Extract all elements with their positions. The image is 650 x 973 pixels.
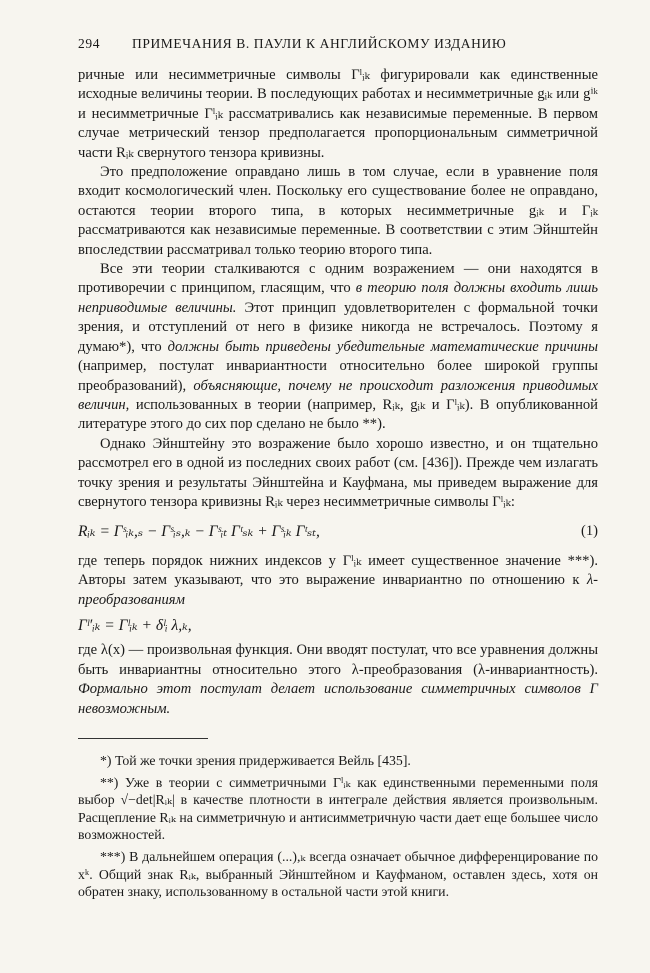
footnote-2: **) Уже в теории с симметричными Γˡᵢₖ как единственными переменными поля выбор √−det|Rᵢₖ| в качестве плотности в интеграле действия является произвольным. Расщепление Rᵢₖ на симметричную и антисимметричную части дает еще большее число возможностей. xyxy=(78,774,598,843)
running-title: ПРИМЕЧАНИЯ В. ПАУЛИ К АНГЛИЙСКОМУ ИЗДАНИЮ xyxy=(131,36,507,51)
emphasis-irreducible: в теорию поля должны входить лишь неприводимые величины. xyxy=(78,280,598,316)
paragraph-4: Однако Эйнштейну это возражение было хорошо известно, и он тщательно рассмотрел его в одной из последних своих работ (см. [436]). Прежде чем излагать точку зрения и результаты Эйнштейна и Кауфмана, мы приведем выражение для свернутого тензора кривизны Rᵢₖ через несимметричные символы Γˡᵢₖ: xyxy=(78,435,598,510)
equation-1-number: (1) xyxy=(580,523,598,540)
paragraph-6-text: где λ(x) — произвольная функция. Они вводят постулат, что все уравнения должны быть инвариантны относительно этого λ-преобразования (λ-инвариантность). xyxy=(78,642,598,678)
paragraph-3 xyxy=(78,260,598,435)
paragraph-6 xyxy=(78,641,598,719)
emphasis-postulate: Формально этот постулат делает использование симметричных символов Γ невозможным. xyxy=(78,681,598,717)
paragraph-3-part-a: Все эти теории сталкиваются с одним возражением — они находятся в противоречии с принципом, гласящим, что xyxy=(78,261,598,297)
equation-1 xyxy=(78,522,598,541)
footnote-3: ***) В дальнейшем операция (...),ₖ всегда означает обычное дифференцирование по xᵏ. Общий знак Rᵢₖ, выбранный Эйнштейном и Кауфманом, оставлен здесь, хотя он обратен знаку, использованному в остальной части этой книги. xyxy=(78,848,598,900)
emphasis-lambda-transform: λ-преобразованиям xyxy=(78,572,598,608)
paragraph-3-part-b: Этот принцип удовлетворителен с формальной точки зрения, и отступлений от него в физике никогда не встречалось. Поэтому я думаю*), что xyxy=(78,299,598,355)
paragraph-3-part-c: (например, постулат инвариантности относительно более широкой группы преобразований), xyxy=(78,358,598,394)
equation-2: Γˡ′ᵢₖ = Γˡᵢₖ + δˡᵢ λ,ₖ, xyxy=(78,616,192,634)
footnote-1: *) Той же точки зрения придерживается Вейль [435]. xyxy=(100,753,411,768)
equation-1-body: Rᵢₖ = Γˢᵢₖ,ₛ − Γˢᵢₛ,ₖ − Γˢᵢₜ Γᵗₛₖ + Γˢᵢₖ Γᵗₛₜ, xyxy=(78,523,320,541)
emphasis-reasons: должны быть приведены убедительные математические причины xyxy=(167,338,598,355)
emphasis-explaining: объясняющие, почему не происходит разложения приводимых величин, xyxy=(78,377,598,413)
running-header xyxy=(78,36,598,52)
main-text xyxy=(78,66,598,719)
paragraph-2: Это предположение оправдано лишь в том случае, если в уравнение поля входит космологический член. Поскольку его существование более не оправдано, остаются теории второго типа, в которых несимметричные gᵢₖ и Γᵢₖ рассматриваются как независимые переменные. В соответствии с этим Эйнштейн впоследствии рассматривал только теорию второго типа. xyxy=(78,164,598,258)
paragraph-5 xyxy=(78,552,598,610)
page-number: 294 xyxy=(78,36,101,51)
footnote-separator xyxy=(78,738,208,739)
footnotes xyxy=(78,752,598,905)
paragraph-3-part-d: использованных в теории (например, Rᵢₖ, gᵢₖ и Γˡᵢₖ). В опубликованной литературе этого до сих пор сделано не было **). xyxy=(78,396,598,433)
paragraph-1: ричные или несимметричные символы Γˡᵢₖ фигурировали как единственные исходные величины теории. В последующих работах и несимметричные gᵢₖ или gⁱᵏ и несимметричные Γˡᵢₖ рассматривались как независимые переменные. В первом случае метрический тензор предполагается пропорциональным симметричной части Rᵢₖ свернутого тензора кривизны. xyxy=(78,67,598,161)
paragraph-5-text: где теперь порядок нижних индексов у Γˡᵢₖ имеет существенное значение ***). Авторы затем указывают, что это выражение инвариантно по отношению к xyxy=(78,552,598,589)
